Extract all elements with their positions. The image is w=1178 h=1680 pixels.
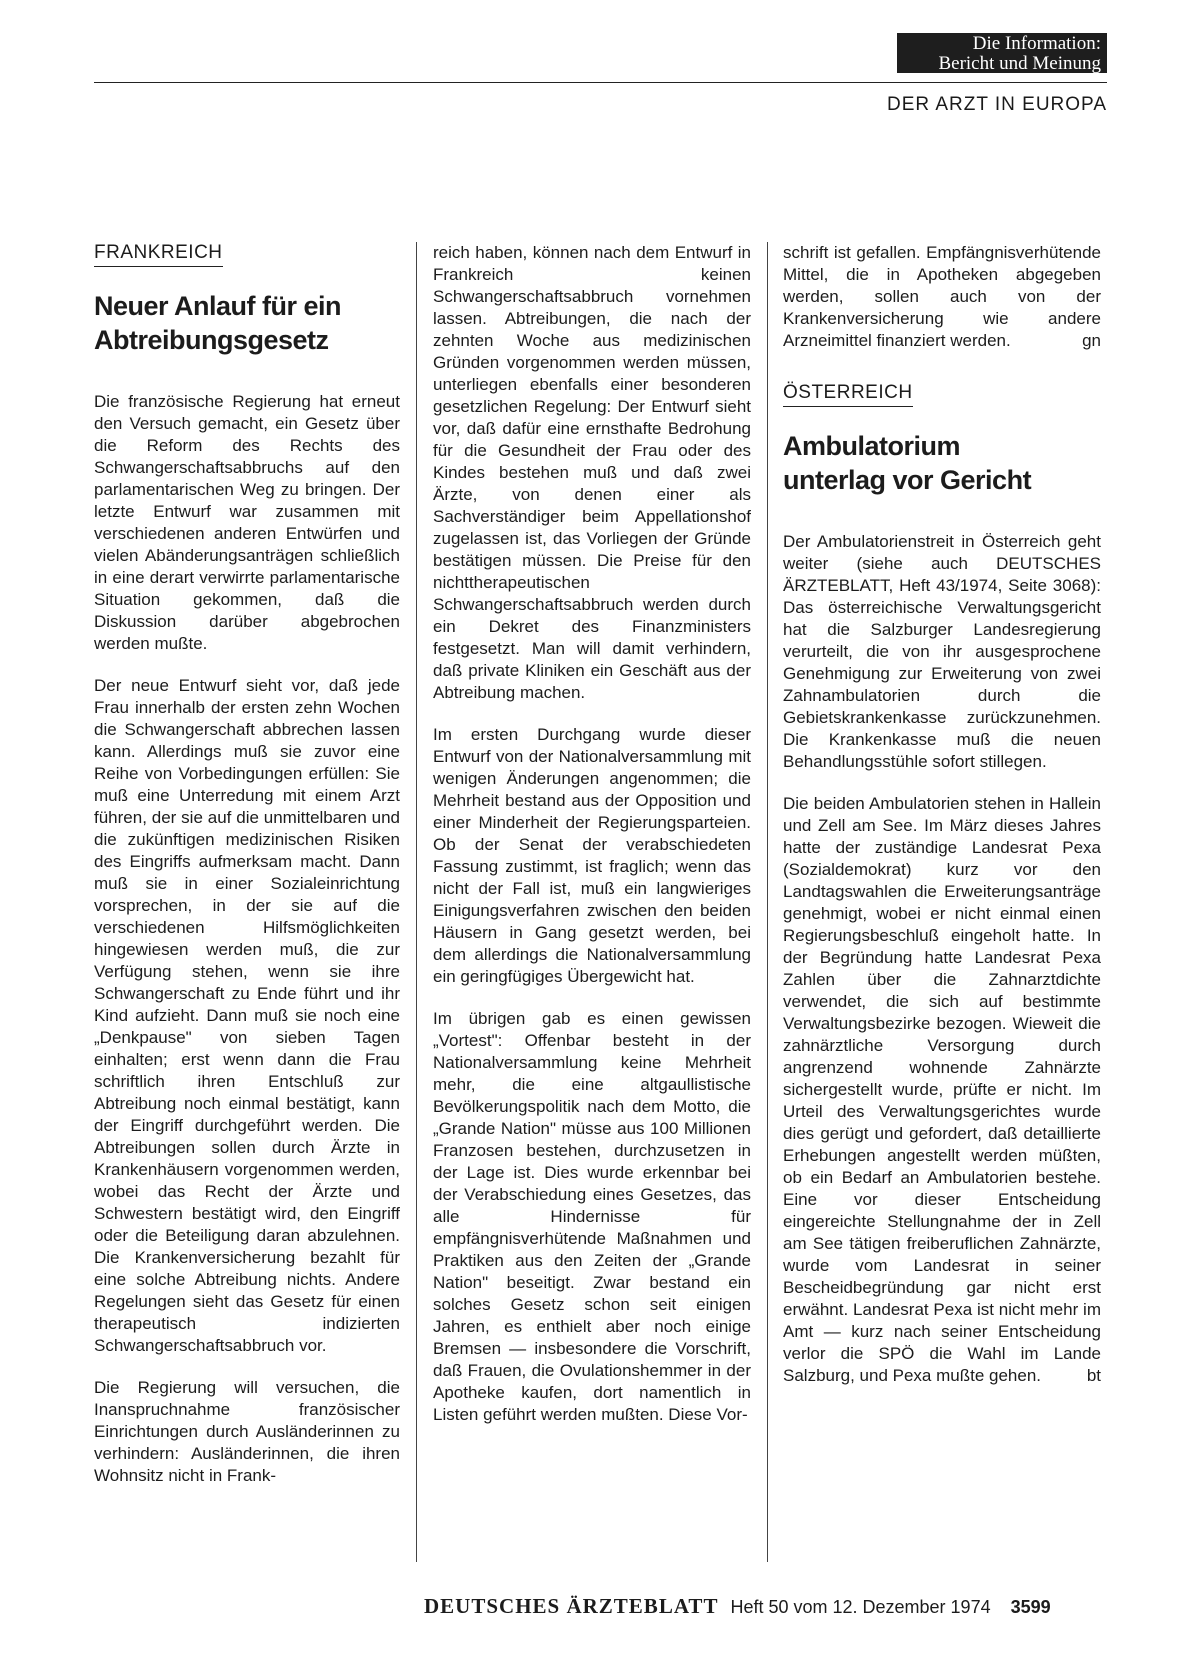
section-tag: [897, 33, 1107, 73]
article-1-paragraph-7-text: schrift ist gefallen. Empfängnisverhütende Mittel, die in Apotheken abgegeben werden, sollen auch von der Krankenversicherung wie andere Arzneimittel finanziert werden.: [783, 243, 1101, 350]
headline-2-line1: Ambulatorium: [783, 431, 961, 461]
article-2-paragraph-1: Der Ambulatorienstreit in Österreich geht weiter (siehe auch DEUTSCHES ÄRZTEBLATT, Heft 43/1974, Seite 3068): Das österreichische Verwaltungsgericht hat die Salzburger Landesregierung verurteilt, die von ihr ausgesprochene Genehmigung zur Erweiterung von zwei Zahnambulatorien durch die Gebietskrankenkasse zurückzunehmen. Die Krankenkasse muß die neuen Behandlungsstühle sofort stillegen.: [783, 532, 1101, 771]
column-divider-2: [767, 242, 768, 1562]
article-1-paragraph-3: Die Regierung will versuchen, die Inanspruchnahme französischer Einrichtungen durch Ausländerinnen zu verhindern: Ausländerinnen, die ihren Wohnsitz nicht in Frank-: [94, 1378, 400, 1485]
article-1-paragraph-7: [783, 242, 1101, 352]
article-1-paragraph-5: Im ersten Durchgang wurde dieser Entwurf von der Nationalversammlung mit wenigen Änderungen angenommen; die Mehrheit bestand aus der Opposition und einer Minderheit der Regierungsparteien. Ob der Senat der verabschiedeten Fassung zustimmt, ist fraglich; wenn das nicht der Fall ist, muß ein langwieriges Einigungsverfahren zwischen den beiden Häusern in Gang gesetzt werden, bei dem allerdings die Nationalversammlung ein geringfügiges Übergewicht hat.: [433, 725, 751, 986]
article-1-signature: gn: [1082, 331, 1101, 350]
column-divider-1: [416, 242, 417, 1562]
column-1: [94, 242, 400, 1507]
article-headline-2: [783, 429, 1101, 497]
article-2-signature: bt: [1086, 1366, 1101, 1385]
country-label-frankreich: FRANKREICH: [94, 242, 223, 267]
article-1-paragraph-1: Die französische Regierung hat erneut den Versuch gemacht, ein Gesetz über die Reform des Rechts des Schwangerschaftsabbruchs auf den parlamentarischen Weg zu bringen. Der letzte Entwurf war zusammen mit verschiedenen anderen Entwürfen und vielen Abänderungsanträgen schließlich in eine derart verwirrte parlamentarische Situation gekommen, daß die Diskussion darüber abgebrochen werden mußte.: [94, 392, 400, 653]
column-3: [783, 242, 1101, 1407]
article-1-paragraph-2: Der neue Entwurf sieht vor, daß jede Frau innerhalb der ersten zehn Wochen die Schwangerschaft abbrechen lassen kann. Allerdings muß sie zuvor eine Reihe von Vorbedingungen erfüllen: Sie muß eine Unterredung mit einem Arzt führen, der sie auf die unmittelbaren und die zukünftigen medizinischen Risiken des Eingriffs aufmerksam macht. Dann muß sie in einer Sozialeinrichtung vorsprechen, in der sie auf die verschiedenen Hilfsmöglichkeiten hingewiesen werden muß, die zur Verfügung stehen, wenn sie ihre Schwangerschaft zu Ende führt und ihr Kind aufzieht. Dann muß sie noch eine „Denkpause" von sieben Tagen einhalten; erst wenn dann die Frau schriftlich ihren Entschluß zur Abtreibung noch einmal bestätigt, kann der Eingriff durchgeführt werden. Die Abtreibungen sollen durch Ärzte in Krankenhäusern vorgenommen werden, wobei das Recht der Ärzte und Schwestern bestätigt wird, den Eingriff oder die Beteiligung daran abzulehnen. Die Krankenversicherung bezahlt für eine solche Abtreibung nichts. Andere Regelungen sieht das Gesetz für einen therapeutisch indizierten Schwangerschaftsabbruch vor.: [94, 676, 400, 1355]
section-tag-line2: Bericht und Meinung: [938, 53, 1101, 74]
article-1-paragraph-4: reich haben, können nach dem Entwurf in Frankreich keinen Schwangerschaftsabbruch vornehmen lassen. Abtreibungen, die nach der zehnten Woche aus medizinischen Gründen vorgenommen werden müssen, unterliegen ebenfalls einer besonderen gesetzlichen Regelung: Der Entwurf sieht vor, daß dafür eine ernsthafte Bedrohung für die Gesundheit der Frau oder des Kindes bestehen muß und daß zwei Ärzte, von denen einer als Sachverständiger beim Appellationshof zugelassen ist, das Vorliegen der Gründe bestätigen müssen. Die Preise für den nichttherapeutischen Schwangerschaftsabbruch werden durch ein Dekret des Finanzministers festgesetzt. Man will damit verhindern, daß private Kliniken ein Geschäft aus der Abtreibung machen.: [433, 243, 751, 702]
article-1-paragraph-6: Im übrigen gab es einen gewissen „Vortest": Offenbar besteht in der Nationalversammlung keine Mehrheit mehr, die eine altgaullistische Bevölkerungspolitik nach dem Motto, die „Grande Nation" müsse aus 100 Millionen Franzosen bestehen, durchzusetzen in der Lage ist. Dies wurde erkennbar bei der Verabschiedung eines Gesetzes, das alle Hindernisse für empfängnisverhütende Maßnahmen und Praktiken aus den Zeiten der „Grande Nation" beseitigt. Zwar bestand ein solches Gesetz schon seit einigen Jahren, es enthielt aber noch einige Bremsen — insbesondere die Vorschrift, daß Frauen, die Ovulationshemmer in der Apotheke kaufen, dort namentlich in Listen geführt werden mußten. Diese Vor-: [433, 1009, 751, 1424]
headline-2-line2: unterlag vor Gericht: [783, 465, 1032, 495]
article-2-paragraph-2-text: Die beiden Ambulatorien stehen in Hallein und Zell am See. Im März dieses Jahres hatte der zuständige Landesrat Pexa (Sozialdemokrat) kurz vor den Landtagswahlen die Erweiterungsanträge genehmigt, wobei er nicht einmal einen Regierungsbeschluß eingeholt hatte. In der Begründung hatte Landesrat Pexa Zahlen über die Zahnarztdichte verwendet, die sich auf bestimmte Verwaltungsbezirke bezogen. Wieweit die zahnärztliche Versorgung durch angrenzend wohnende Zahnärzte sichergestellt wurde, prüfte er nicht. Im Urteil des Verwaltungsgerichtes wurde dies gerügt und gefordert, daß detaillierte Erhebungen angestellt werden müßten, ob ein Bedarf an Ambulatorien bestehe. Eine vor dieser Entscheidung eingereichte Stellungnahme der in Zell am See tätigen freiberuflichen Zahnärzte, wurde vom Landesrat in seiner Bescheidbegründung gar nicht erst erwähnt. Landesrat Pexa ist nicht mehr im Amt — kurz nach seiner Entscheidung verlor die SPÖ die Wahl im Lande Salzburg, und Pexa mußte gehen.: [783, 794, 1101, 1385]
page-number: 3599: [1010, 1597, 1051, 1617]
issue-info: Heft 50 vom 12. Dezember 1974: [730, 1597, 991, 1617]
article-headline-1: [94, 289, 400, 357]
section-tag-line1: Die Information:: [972, 33, 1101, 54]
headline-1-line2: Abtreibungsgesetz: [94, 325, 329, 355]
journal-name: DEUTSCHES ÄRZTEBLATT: [424, 1594, 719, 1618]
page-footer: [424, 1594, 1084, 1619]
header-rule: [94, 82, 1107, 83]
country-label-oesterreich: ÖSTERREICH: [783, 382, 913, 407]
headline-1-line1: Neuer Anlauf für ein: [94, 291, 342, 321]
article-2-paragraph-2: [783, 793, 1101, 1387]
column-2: [433, 242, 751, 1446]
section-heading: DER ARZT IN EUROPA: [887, 94, 1107, 115]
